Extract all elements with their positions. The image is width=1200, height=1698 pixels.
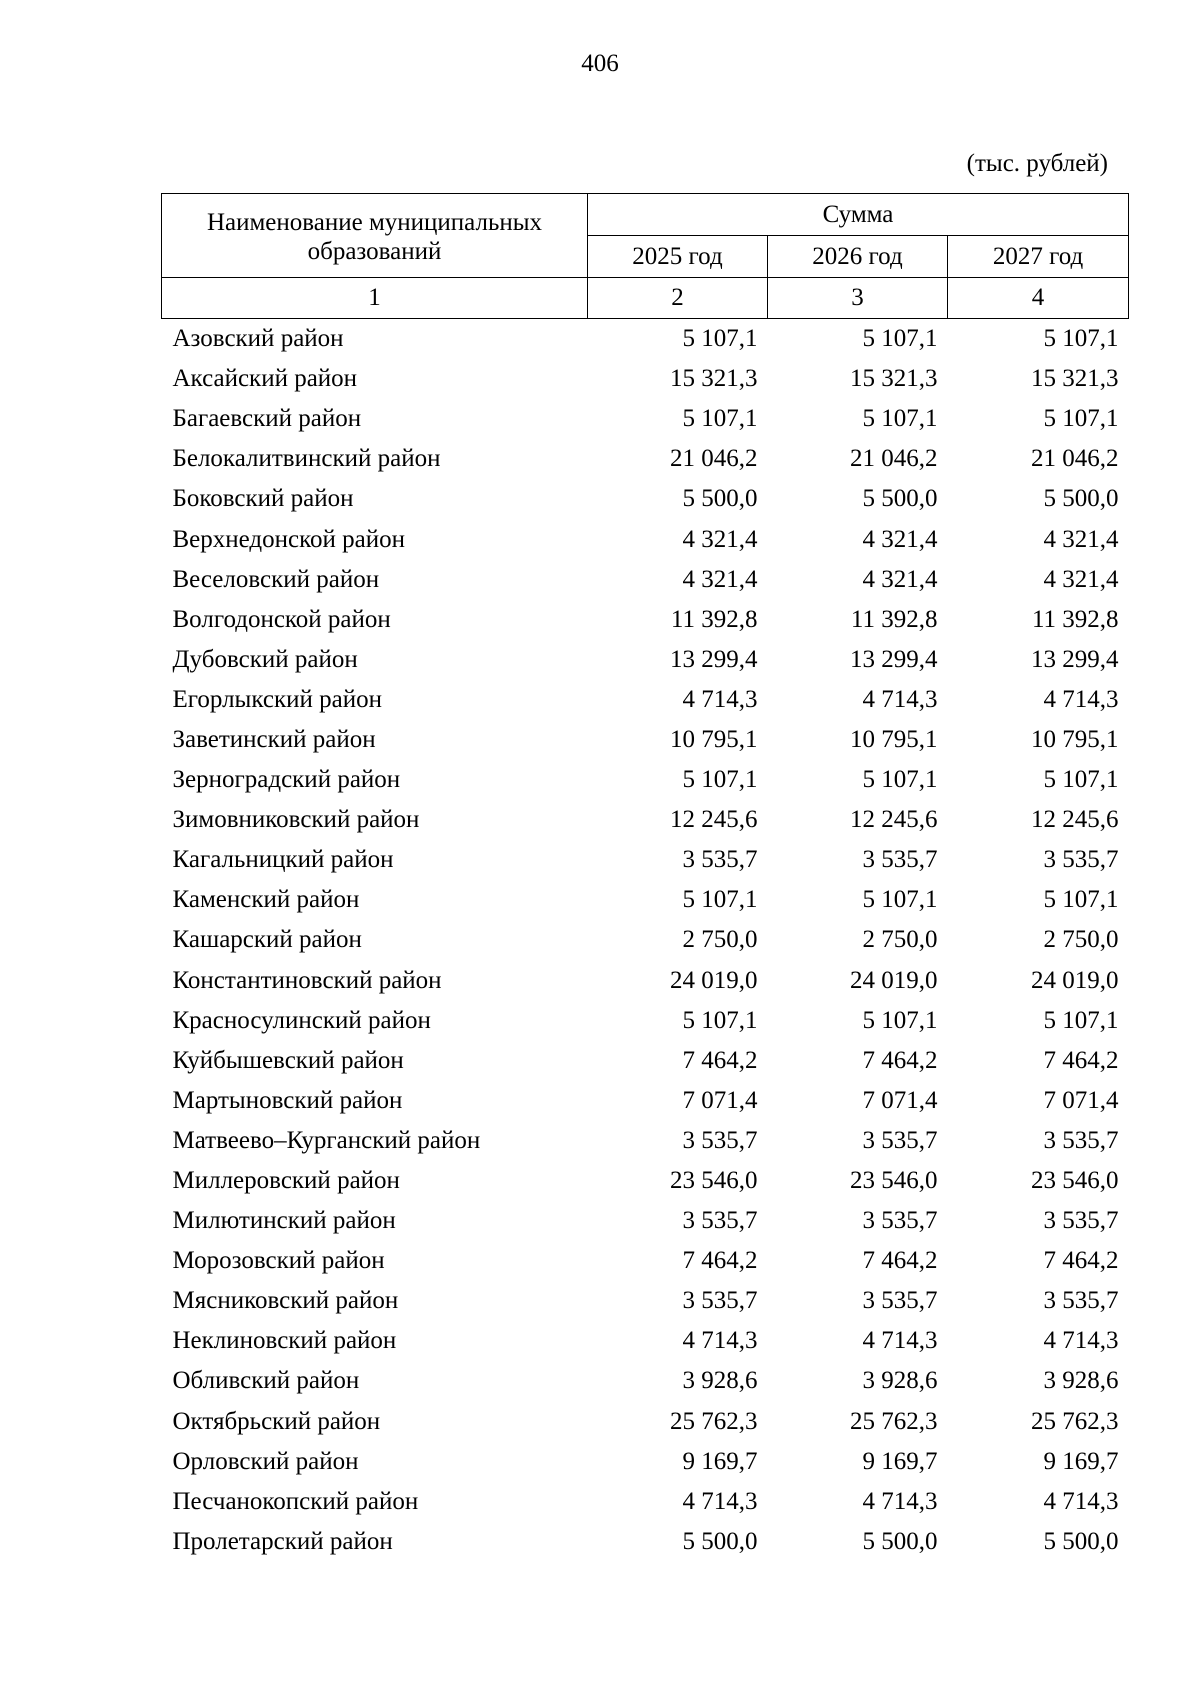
municipality-name-cell: Песчанокопский район — [172, 1487, 419, 1515]
amount-2026-cell: 24 019,0 — [850, 966, 938, 994]
amount-2027-cell: 25 762,3 — [1031, 1407, 1119, 1435]
municipality-name-cell: Аксайский район — [172, 365, 358, 393]
amount-2027-cell: 11 392,8 — [1031, 605, 1119, 633]
amount-2025-cell: 4 321,4 — [682, 525, 758, 553]
table-row — [162, 600, 1129, 640]
municipality-name-cell: Мартыновский район — [172, 1086, 403, 1114]
unit-note: (тыс. рублей) — [966, 150, 1108, 177]
amount-2025-cell: 15 321,3 — [670, 365, 758, 393]
amount-2025-cell: 3 535,7 — [682, 1126, 758, 1154]
municipality-name-cell: Волгодонской район — [172, 605, 391, 633]
table-row — [162, 760, 1129, 800]
municipality-name-cell: Белокалитвинский район — [172, 445, 441, 473]
column-header-name: Наименование муниципальных образований — [162, 194, 588, 278]
amount-2025-cell: 23 546,0 — [670, 1167, 758, 1195]
amount-2027-cell: 4 714,3 — [1043, 1487, 1119, 1515]
amount-2026-cell: 4 714,3 — [862, 1487, 938, 1515]
column-number-2: 2 — [588, 278, 768, 319]
amount-2026-cell: 9 169,7 — [862, 1447, 938, 1475]
amount-2027-cell: 9 169,7 — [1043, 1447, 1119, 1475]
table-row — [162, 800, 1129, 840]
municipality-name-cell: Азовский район — [172, 325, 344, 353]
amount-2026-cell: 5 107,1 — [862, 1006, 938, 1034]
table-row — [162, 359, 1129, 399]
municipality-name-cell: Мясниковский район — [172, 1287, 399, 1315]
budget-table — [161, 193, 1129, 1562]
table-row — [162, 1161, 1129, 1201]
amount-2027-cell: 2 750,0 — [1043, 926, 1119, 954]
amount-2026-cell: 11 392,8 — [850, 605, 938, 633]
table-header — [162, 194, 1129, 319]
table-row — [162, 680, 1129, 720]
table-row — [162, 840, 1129, 880]
amount-2025-cell: 4 714,3 — [682, 1487, 758, 1515]
amount-2025-cell: 7 071,4 — [682, 1086, 758, 1114]
table-row — [162, 640, 1129, 680]
municipality-name-cell: Кагальницкий район — [172, 846, 394, 874]
amount-2025-cell: 5 500,0 — [682, 1527, 758, 1555]
amount-2026-cell: 7 071,4 — [862, 1086, 938, 1114]
amount-2026-cell: 3 928,6 — [862, 1367, 938, 1395]
amount-2025-cell: 7 464,2 — [682, 1046, 758, 1074]
amount-2026-cell: 4 321,4 — [862, 565, 938, 593]
municipality-name-cell: Миллеровский район — [172, 1167, 400, 1195]
amount-2027-cell: 5 107,1 — [1043, 766, 1119, 794]
amount-2026-cell: 10 795,1 — [850, 725, 938, 753]
amount-2025-cell: 10 795,1 — [670, 725, 758, 753]
municipality-name-cell: Каменский район — [172, 886, 360, 914]
amount-2025-cell: 13 299,4 — [670, 645, 758, 673]
table-row — [162, 319, 1129, 360]
amount-2026-cell: 15 321,3 — [850, 365, 938, 393]
municipality-name-cell: Егорлыкский район — [172, 685, 382, 713]
amount-2025-cell: 7 464,2 — [682, 1247, 758, 1275]
municipality-name-cell: Матвеево–Курганский район — [172, 1126, 481, 1154]
table-row — [162, 560, 1129, 600]
table-row — [162, 1041, 1129, 1081]
amount-2025-cell: 3 535,7 — [682, 1287, 758, 1315]
amount-2025-cell: 4 714,3 — [682, 1327, 758, 1355]
amount-2027-cell: 13 299,4 — [1031, 645, 1119, 673]
table-row — [162, 479, 1129, 519]
amount-2025-cell: 25 762,3 — [670, 1407, 758, 1435]
amount-2026-cell: 5 107,1 — [862, 766, 938, 794]
table-row — [162, 1482, 1129, 1522]
amount-2027-cell: 4 321,4 — [1043, 565, 1119, 593]
table-row — [162, 961, 1129, 1001]
amount-2027-cell: 24 019,0 — [1031, 966, 1119, 994]
table-row — [162, 1241, 1129, 1281]
amount-2026-cell: 3 535,7 — [862, 1126, 938, 1154]
amount-2026-cell: 5 500,0 — [862, 1527, 938, 1555]
table-row — [162, 920, 1129, 960]
table-body — [162, 319, 1129, 1562]
amount-2025-cell: 4 714,3 — [682, 685, 758, 713]
amount-2025-cell: 24 019,0 — [670, 966, 758, 994]
table-row — [162, 439, 1129, 479]
table-row — [162, 1321, 1129, 1361]
amount-2026-cell: 5 107,1 — [862, 405, 938, 433]
amount-2025-cell: 12 245,6 — [670, 806, 758, 834]
amount-2026-cell: 4 714,3 — [862, 685, 938, 713]
amount-2025-cell: 9 169,7 — [682, 1447, 758, 1475]
municipality-name-cell: Верхнедонской район — [172, 525, 405, 553]
amount-2026-cell: 2 750,0 — [862, 926, 938, 954]
table-row — [162, 1281, 1129, 1321]
table-row — [162, 1121, 1129, 1161]
amount-2026-cell: 23 546,0 — [850, 1167, 938, 1195]
table-row — [162, 1201, 1129, 1241]
amount-2025-cell: 21 046,2 — [670, 445, 758, 473]
table-row — [162, 1442, 1129, 1482]
municipality-name-cell: Кашарский район — [172, 926, 362, 954]
amount-2027-cell: 4 321,4 — [1043, 525, 1119, 553]
table-row — [162, 1361, 1129, 1401]
amount-2026-cell: 3 535,7 — [862, 1207, 938, 1235]
amount-2027-cell: 23 546,0 — [1031, 1167, 1119, 1195]
table-row — [162, 880, 1129, 920]
amount-2025-cell: 5 500,0 — [682, 485, 758, 513]
municipality-name-cell: Константиновский район — [172, 966, 442, 994]
amount-2027-cell: 21 046,2 — [1031, 445, 1119, 473]
amount-2026-cell: 4 321,4 — [862, 525, 938, 553]
amount-2027-cell: 4 714,3 — [1043, 1327, 1119, 1355]
amount-2025-cell: 5 107,1 — [682, 886, 758, 914]
amount-2027-cell: 7 464,2 — [1043, 1247, 1119, 1275]
amount-2026-cell: 12 245,6 — [850, 806, 938, 834]
municipality-name-cell: Красносулинский район — [172, 1006, 431, 1034]
column-number-3: 3 — [768, 278, 948, 319]
municipality-name-cell: Орловский район — [172, 1447, 359, 1475]
amount-2026-cell: 21 046,2 — [850, 445, 938, 473]
amount-2025-cell: 3 535,7 — [682, 846, 758, 874]
amount-2025-cell: 3 535,7 — [682, 1207, 758, 1235]
municipality-name-cell: Неклиновский район — [172, 1327, 397, 1355]
amount-2027-cell: 7 071,4 — [1043, 1086, 1119, 1114]
amount-2027-cell: 3 928,6 — [1043, 1367, 1119, 1395]
amount-2027-cell: 5 500,0 — [1043, 485, 1119, 513]
table-row — [162, 519, 1129, 559]
table-row — [162, 720, 1129, 760]
amount-2027-cell: 10 795,1 — [1031, 725, 1119, 753]
amount-2026-cell: 13 299,4 — [850, 645, 938, 673]
amount-2027-cell: 12 245,6 — [1031, 806, 1119, 834]
amount-2027-cell: 3 535,7 — [1043, 846, 1119, 874]
municipality-name-cell: Морозовский район — [172, 1247, 385, 1275]
amount-2025-cell: 11 392,8 — [670, 605, 758, 633]
table-row — [162, 1081, 1129, 1121]
amount-2026-cell: 5 107,1 — [862, 886, 938, 914]
amount-2027-cell: 5 107,1 — [1043, 1006, 1119, 1034]
amount-2027-cell: 5 107,1 — [1043, 886, 1119, 914]
amount-2025-cell: 3 928,6 — [682, 1367, 758, 1395]
municipality-name-cell: Веселовский район — [172, 565, 380, 593]
amount-2025-cell: 5 107,1 — [682, 325, 758, 353]
column-header-year-2025: 2025 год — [588, 236, 768, 278]
page-number: 406 — [581, 50, 619, 77]
municipality-name-cell: Обливский район — [172, 1367, 360, 1395]
municipality-name-cell: Заветинский район — [172, 725, 376, 753]
municipality-name-cell: Зерноградский район — [172, 766, 401, 794]
amount-2027-cell: 15 321,3 — [1031, 365, 1119, 393]
municipality-name-cell: Дубовский район — [172, 645, 358, 673]
municipality-name-cell: Пролетарский район — [172, 1527, 393, 1555]
municipality-name-cell: Боковский район — [172, 485, 354, 513]
amount-2026-cell: 7 464,2 — [862, 1046, 938, 1074]
amount-2025-cell: 5 107,1 — [682, 766, 758, 794]
column-number-1: 1 — [162, 278, 588, 319]
table-row — [162, 1001, 1129, 1041]
amount-2027-cell: 5 107,1 — [1043, 325, 1119, 353]
amount-2025-cell: 2 750,0 — [682, 926, 758, 954]
table-row — [162, 399, 1129, 439]
amount-2026-cell: 3 535,7 — [862, 846, 938, 874]
amount-2027-cell: 7 464,2 — [1043, 1046, 1119, 1074]
amount-2026-cell: 25 762,3 — [850, 1407, 938, 1435]
column-header-sum: Сумма — [588, 194, 1129, 236]
municipality-name-cell: Куйбышевский район — [172, 1046, 404, 1074]
municipality-name-cell: Октябрьский район — [172, 1407, 381, 1435]
amount-2027-cell: 5 107,1 — [1043, 405, 1119, 433]
amount-2025-cell: 5 107,1 — [682, 405, 758, 433]
municipality-name-cell: Багаевский район — [172, 405, 362, 433]
amount-2027-cell: 5 500,0 — [1043, 1527, 1119, 1555]
column-header-year-2027: 2027 год — [948, 236, 1129, 278]
table-row — [162, 1402, 1129, 1442]
amount-2027-cell: 3 535,7 — [1043, 1126, 1119, 1154]
amount-2026-cell: 3 535,7 — [862, 1287, 938, 1315]
amount-2026-cell: 5 500,0 — [862, 485, 938, 513]
amount-2027-cell: 3 535,7 — [1043, 1287, 1119, 1315]
column-number-4: 4 — [948, 278, 1129, 319]
amount-2026-cell: 4 714,3 — [862, 1327, 938, 1355]
amount-2026-cell: 7 464,2 — [862, 1247, 938, 1275]
amount-2026-cell: 5 107,1 — [862, 325, 938, 353]
municipality-name-cell: Милютинский район — [172, 1207, 396, 1235]
amount-2025-cell: 4 321,4 — [682, 565, 758, 593]
column-header-year-2026: 2026 год — [768, 236, 948, 278]
table-row — [162, 1522, 1129, 1562]
amount-2025-cell: 5 107,1 — [682, 1006, 758, 1034]
municipality-name-cell: Зимовниковский район — [172, 806, 420, 834]
amount-2027-cell: 4 714,3 — [1043, 685, 1119, 713]
amount-2027-cell: 3 535,7 — [1043, 1207, 1119, 1235]
